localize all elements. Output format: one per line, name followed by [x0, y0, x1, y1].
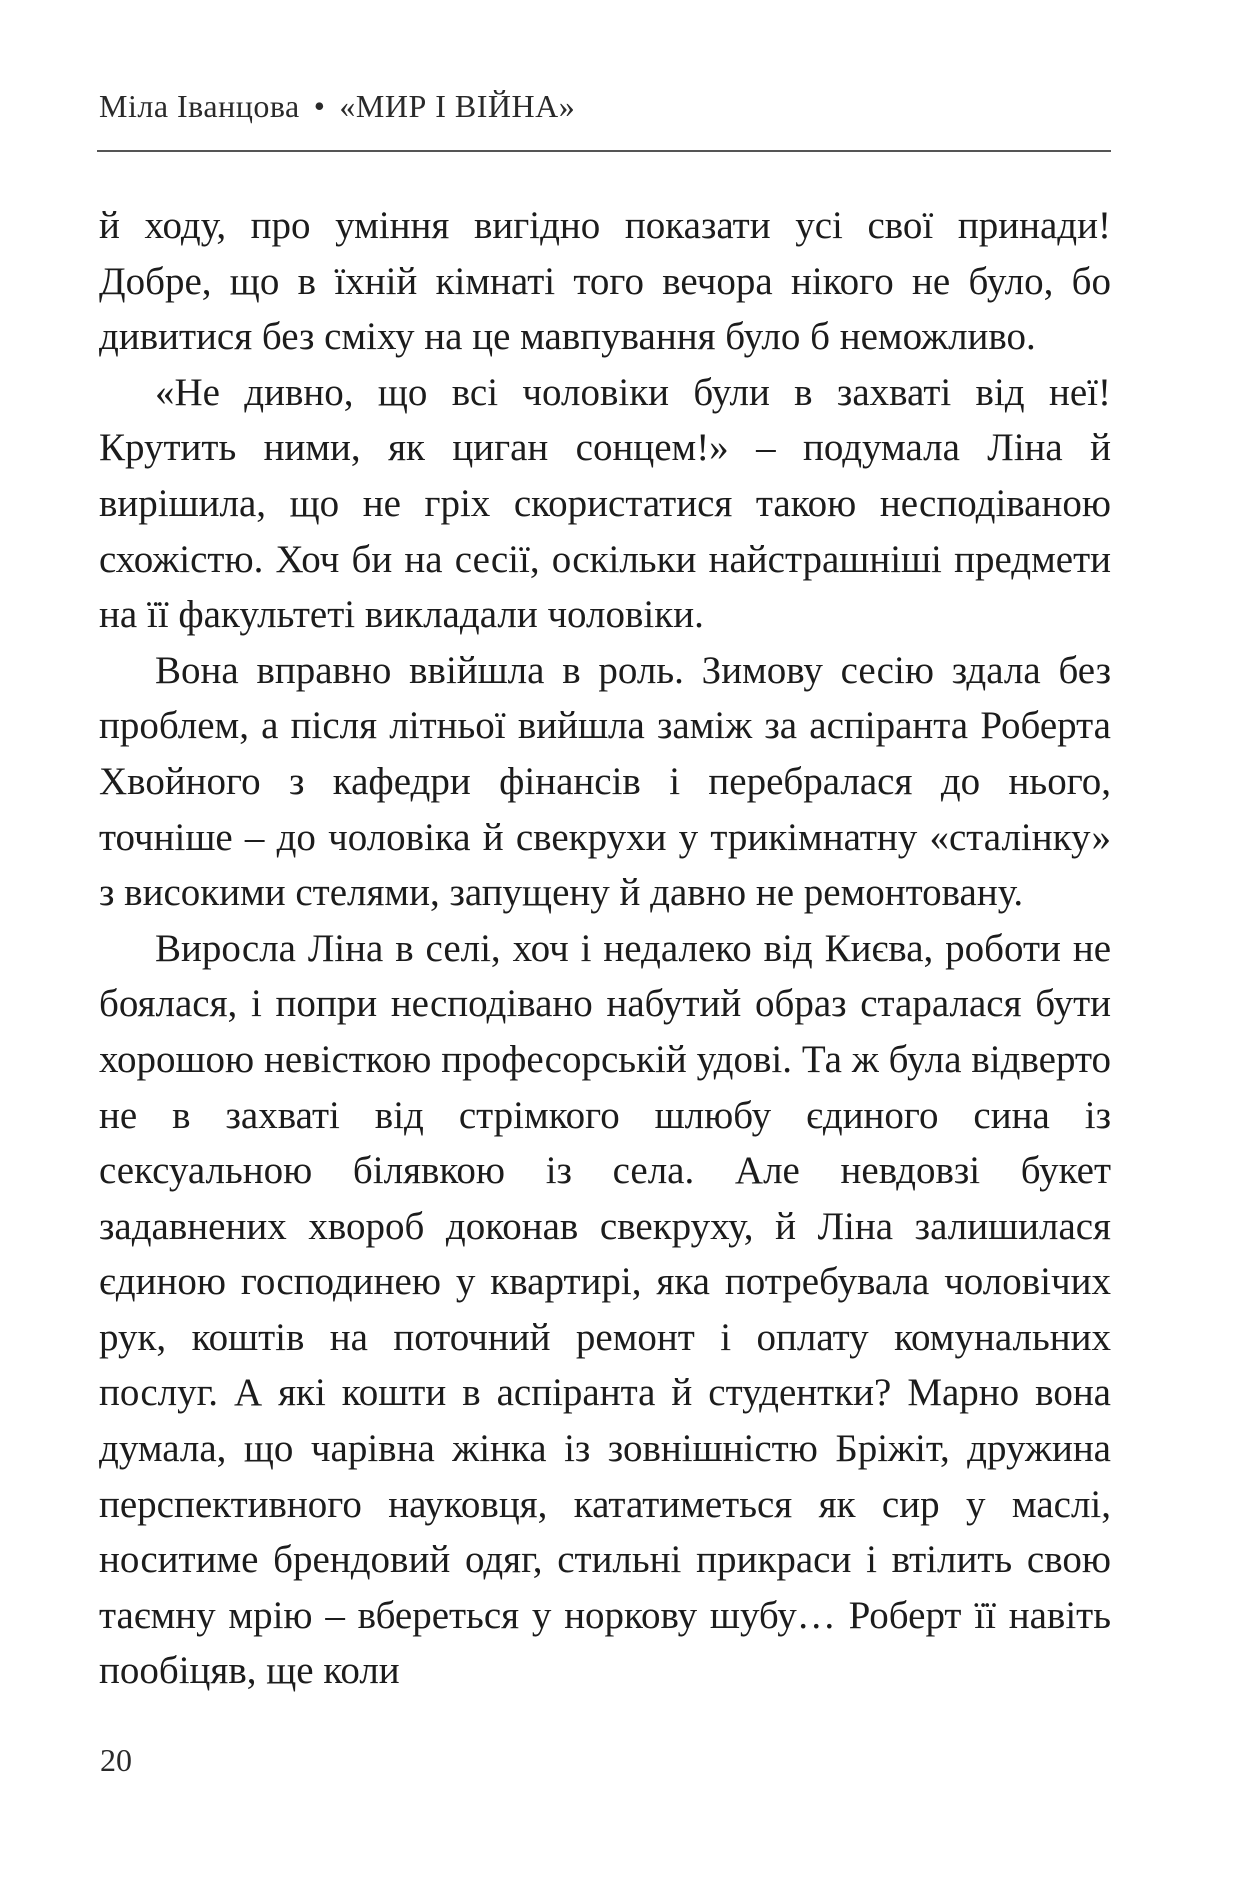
body-text: [99, 198, 1111, 1699]
page-number: 20: [100, 1742, 132, 1778]
paragraph: Виросла Ліна в селі, хоч і недалеко від Києва, роботи не боялася, і попри несподівано набутий образ старалася бути хорошою невісткою професорській удові. Та ж була відверто не в захваті від стрімкого шлюбу єдиного сина із сексуальною білявкою із села. Але невдовзі букет задавнених хвороб доконав свекруху, й Ліна залишилася єдиною господинею у квартирі, яка потребувала чоловічих рук, коштів на поточний ремонт і оплату комунальних послуг. А які кошти в аспіранта й студентки? Марно вона думала, що чарівна жінка із зовнішністю Бріжіт, дружина перспективного науковця, кататиметься як сир у маслі, носитиме брендовий одяг, стильні прикраси і втілить свою таємну мрію – вбереться у норкову шубу… Роберт її навіть пообіцяв, ще коли: [99, 926, 1111, 1693]
paragraph-continued: й ходу, про уміння вигідно показати усі свої принади! Добре, що в їхній кімнаті того вечора нікого не було, бо дивитися без сміху на це мавпування було б неможливо.: [99, 204, 1111, 359]
header-rule: [97, 150, 1111, 152]
paragraph: «Не дивно, що всі чоловіки були в захваті від неї! Крутить ними, як циган сонцем!» – подумала Ліна й вирішила, що не гріх скористатися такою несподіваною схожістю. Хоч би на сесії, оскільки найстрашніші предмети на її факультеті викладали чоловіки.: [99, 370, 1111, 637]
header-title: «МИР І ВІЙНА»: [339, 88, 576, 124]
header-separator: •: [313, 88, 326, 124]
header-author: Міла Іванцова: [99, 88, 300, 124]
running-head: [99, 88, 1110, 128]
paragraph: Вона вправно ввійшла в роль. Зимову сесію здала без проблем, а після літньої вийшла заміж за аспіранта Роберта Хвойного з кафедри фінансів і перебралася до нього, точніше – до чоловіка й свекрухи у трикімнатну «сталінку» з високими стелями, запущену й давно не ремонтовану.: [99, 648, 1111, 915]
